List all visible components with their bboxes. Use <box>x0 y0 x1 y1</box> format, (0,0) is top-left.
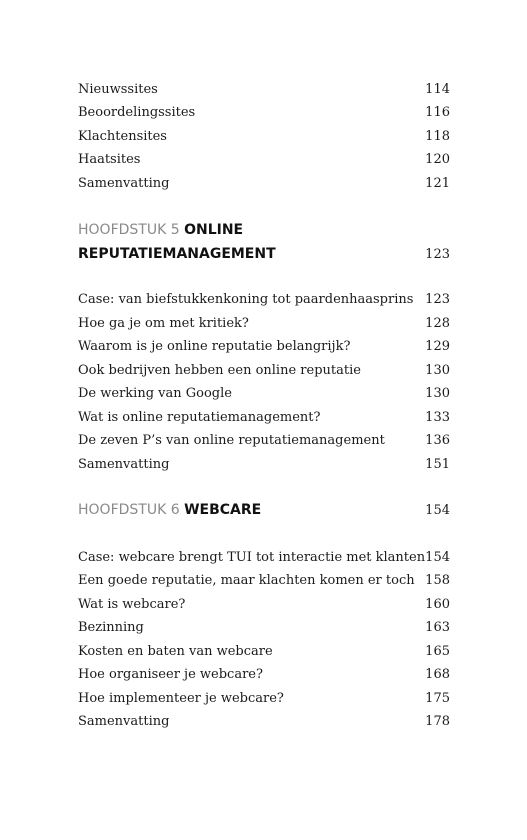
toc-entry-page: 158 <box>425 572 450 588</box>
toc-entry <box>78 312 450 334</box>
chapter-title: ONLINE <box>184 222 244 238</box>
toc-entry-title: Samenvatting <box>78 175 170 191</box>
toc-entry-title: De werking van Google <box>78 385 232 401</box>
toc-entry-page: 128 <box>425 315 450 331</box>
toc-entry <box>78 359 450 381</box>
toc-entry-page: 114 <box>425 81 450 97</box>
toc-entry-page: 133 <box>425 409 450 425</box>
toc-entry-title: Ook bedrijven hebben een online reputatie <box>78 362 361 378</box>
toc-entry-page: 123 <box>425 291 450 307</box>
toc-entry-page: 136 <box>425 432 450 448</box>
toc-entry <box>78 687 450 709</box>
toc-entry <box>78 335 450 357</box>
chapter-page: 123 <box>425 246 450 262</box>
toc-entry <box>78 288 450 310</box>
toc-entry-title: Kosten en baten van webcare <box>78 643 273 659</box>
toc-entry-page: 178 <box>425 713 450 729</box>
toc-entry-page: 130 <box>425 385 450 401</box>
toc-entry <box>78 616 450 638</box>
toc-entry-title: Haatsites <box>78 151 141 167</box>
toc-entry-title: Wat is webcare? <box>78 596 186 612</box>
toc-entry-page: 129 <box>425 338 450 354</box>
toc-entry <box>78 148 450 170</box>
toc-entry-page: 118 <box>425 128 450 144</box>
toc-entry <box>78 78 450 100</box>
toc-entry-title: Case: webcare brengt TUI tot interactie met klanten <box>78 549 426 565</box>
toc-entry-title: Bezinning <box>78 619 144 635</box>
toc-entry <box>78 382 450 404</box>
toc-entry-title: Beoordelingssites <box>78 104 196 120</box>
chapter-number: HOOFDSTUK 6 <box>78 502 180 518</box>
chapter-number: HOOFDSTUK 5 <box>78 222 180 238</box>
toc-entry <box>78 172 450 194</box>
toc-entry <box>78 429 450 451</box>
toc-entry-title: Nieuwssites <box>78 81 158 97</box>
toc-entry-title: Hoe organiseer je webcare? <box>78 666 263 682</box>
toc-entry-title: Samenvatting <box>78 456 170 472</box>
toc-entry-page: 120 <box>425 151 450 167</box>
toc-entry-title: Hoe ga je om met kritiek? <box>78 315 249 331</box>
toc-entry <box>78 640 450 662</box>
toc-entry-title: Samenvatting <box>78 713 170 729</box>
toc-entry-page: 151 <box>425 456 450 472</box>
toc-entry-title: Wat is online reputatiemanagement? <box>78 409 321 425</box>
toc-entry-page: 154 <box>425 549 450 565</box>
toc-entry-page: 160 <box>425 596 450 612</box>
toc-entry <box>78 593 450 615</box>
chapter-title-continued: REPUTATIEMANAGEMENT <box>78 246 276 262</box>
toc-entry <box>78 569 450 591</box>
toc-entry-page: 163 <box>425 619 450 635</box>
chapter-heading-6 <box>78 498 450 522</box>
chapter-page: 154 <box>425 502 450 518</box>
toc-entry <box>78 663 450 685</box>
chapter-heading-5 <box>78 218 450 266</box>
toc-entry-page: 116 <box>425 104 450 120</box>
toc-entry-title: Waarom is je online reputatie belangrijk? <box>78 338 351 354</box>
toc-entry <box>78 546 450 568</box>
toc-entry-title: Klachtensites <box>78 128 167 144</box>
toc-entry-page: 165 <box>425 643 450 659</box>
toc-entry-title: Case: van biefstukkenkoning tot paardenhaasprins <box>78 291 414 307</box>
chapter-title: WEBCARE <box>184 502 262 518</box>
toc-entry-title: Een goede reputatie, maar klachten komen er toch <box>78 572 415 588</box>
toc-entry-page: 168 <box>425 666 450 682</box>
toc-entry-page: 130 <box>425 362 450 378</box>
toc-entry <box>78 453 450 475</box>
toc-entry <box>78 710 450 732</box>
toc-entry-page: 121 <box>425 175 450 191</box>
toc-entry <box>78 406 450 428</box>
toc-entry <box>78 125 450 147</box>
toc-entry-title: De zeven P’s van online reputatiemanagement <box>78 432 385 448</box>
toc-entry-page: 175 <box>425 690 450 706</box>
toc-entry <box>78 101 450 123</box>
toc-entry-title: Hoe implementeer je webcare? <box>78 690 284 706</box>
